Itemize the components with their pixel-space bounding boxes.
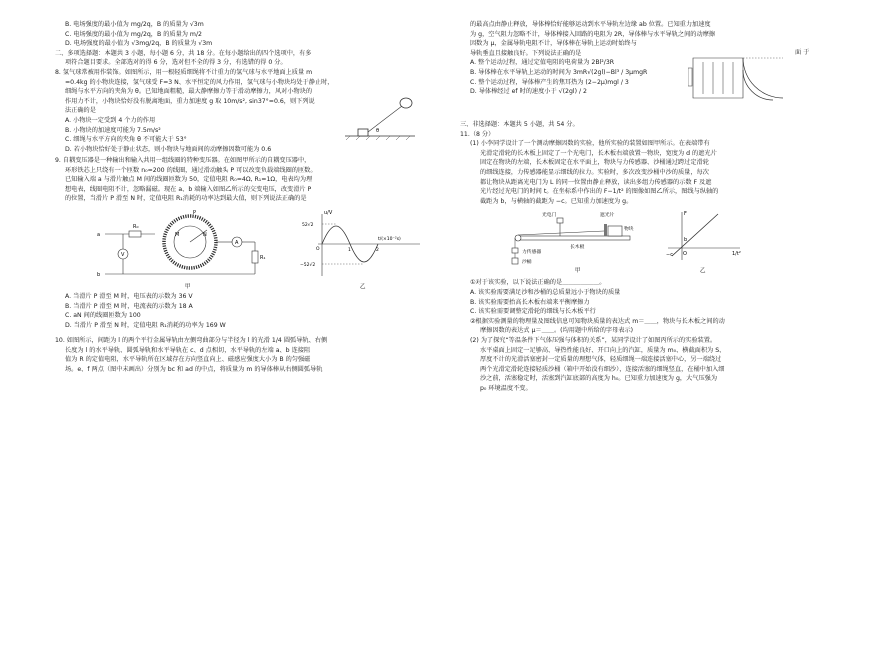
q11-p1-line: 截距为 b，与横轴的截距为 −c。已知重力加速度为 g。 [480,197,633,205]
q9-point-m: M [175,231,180,238]
q9-options [55,292,435,330]
q11-graph-x-axis: 1/t² [732,251,741,258]
q11-board-label: 长木板 [570,245,585,251]
q10-option-d: D. 导体棒经过 ef 时的速度小于 √(2gl) / 2 [470,88,587,96]
section2-header [55,49,435,68]
exam-page [40,20,850,540]
right-column [460,20,835,393]
q9-t-axis-label: t/(×10⁻²s) [378,236,401,242]
q8-theta-label: θ [376,127,380,134]
q11-p2-line: (2) 为了探究“等温条件下气体压强与体积的关系”，某同学设计了如图丙所示的实验装置。 [470,336,717,344]
q8-line: 8. 氢气球常被用作装饰。如图所示，用一根轻质细绳将不计重力的氢气球与水平地面上质量 m [55,68,313,76]
q8-line: 法正确的是 [65,107,96,115]
q9-option-c: C. aN 间的线圈匝数为 100 [65,312,141,320]
q7-option-d: D. 电场强度的最小值为 √3mg/2q，B 的质量为 √3m [65,40,213,48]
q8-block [55,116,435,156]
q9-ammeter-label: A [235,239,239,246]
q10-side-text: 面 于 [795,49,810,56]
q7-option-c: C. 电场强度的最小值为 mg/2q，B 的质量为 m/2 [65,30,202,38]
section2-line: 二、多项选择题：本题共 3 小题，每小题 6 分，共 18 分。在每小题给出的四个选项中，有多 [55,49,312,57]
q11-graph-c-intercept: −c [666,252,673,259]
q9-line: 环形铁芯上只绕有一个匝数 n₀=200 的线圈，通过滑动触头 P 可以改变负载端线圈的匝数。 [65,166,317,174]
q11-graph-b-intercept: b [684,237,688,244]
q9-terminal-b: b [97,271,101,278]
q11-figures [460,206,835,278]
q11-part2 [460,336,835,394]
q9-r0-label: R₀ [133,223,139,230]
section2-line: 项符合题目要求。全部选对的得 6 分，选对但不全的得 3 分，有选错的得 0 分。 [65,59,287,67]
q9-option-b: B. 当滑片 P 滑至 M 时，电流表的示数为 18 A [65,302,193,310]
q9-line: 的位置，当滑片 P 滑至 N 时，定值电阻 R₁消耗的功率达到最大值，则下列说法正确的是 [65,195,307,203]
q11-fig-yi-caption: 乙 [700,268,706,275]
q11-sub1-option-b: B. 该实验需要抬高长木板右端来平衡摩擦力 [470,298,590,306]
q9-fig-yi-caption: 乙 [360,283,366,290]
q8-options [55,116,271,154]
q9-text [55,156,435,204]
q9-origin: O [316,246,320,252]
q11-p1-line: 光片经过光电门的时间 t。在坐标系中作出的 F−1/t² 的图像如图乙所示，图线与纵轴的 [480,188,719,196]
q9-x-tick-1: 1 [348,247,351,253]
q10-rail-figure [688,48,798,118]
q9-voltmeter-label: V [121,251,125,258]
q9-figures [55,204,435,292]
q11-p2-line: 两个光滑定滑轮连接轻质沙桶（箱中开始没有细沙），连接活塞的细绳竖直，在桶中加入细 [480,365,725,373]
q11-p2-line: 厚度不计的光滑活塞密封一定质量的理想气体，轻质细绳一端连接活塞中心，另一端绕过 [480,356,722,364]
q10-line: 10. 如图所示，间距为 l 的两个平行金属导轨由左侧弯曲部分与半径为 l 的光滑 1/4 圆弧导轨、右侧 [55,337,328,345]
q11-p1-line: 都让物块从距离光电门为 L 的同一位置由静止释放，读出多组力传感器的示数 F 及遮 [480,178,712,186]
q11-sub1-option-c: C. 该实验需要调整定滑轮的细线与长木板平行 [470,308,596,316]
q9-voltage-graph [300,206,430,290]
q8-line: 作用力不计，小物块恰好没有脱离地面，重力加速度 g 取 10m/s², sin37°=0.6，则下列说 [65,97,315,105]
q10-option-c: C. 整个运动过程，导体棒产生的焦耳热为 (2−2μ)mgl / 3 [470,78,629,86]
q10-cont-line: 的最高点由静止释放，导体棒恰好能够运动到水平导轨左边缘 ab 位置。已知重力加速度 [470,21,711,28]
q9-u-axis-label: u/V [324,209,333,216]
q11-p1-line: 的细线连接，力传感器能显示细线的拉力。实验时，多次改变沙桶中沙的质量，每次 [480,168,709,176]
q8-option-d: D. 若小物块恰好处于静止状态，则小物块与地面间的动摩擦因数可能为 0.6 [65,145,272,153]
q11-photogate-label: 光电门 [542,213,557,219]
q9-r1-label: R₁ [260,254,266,261]
q10-option-b: B. 导体棒在水平导轨上运动的时间为 3mR√(2gl)−Bl³ / 3μmgR [470,68,648,76]
q11-shutter-label: 遮光片 [600,213,615,219]
q10-cont-line: 因数为 μ，金属导轨电阻不计，导体棒在导轨上运动时始终与 [470,40,637,48]
q11-sand-bucket-label: 沙桶 [522,260,532,266]
q8-option-a: A. 小物块一定受到 4 个力的作用 [65,116,156,124]
q11-fig-jia-caption: 甲 [575,268,581,275]
section3-header: 三、非选择题：本题共 5 小题，共 54 分。 [460,121,579,128]
q10-line: 长度为 l 的水平导轨、圆弧导轨和水平导轨在 c、d 点相切，水平导轨的左端 a、b 连接阻 [65,346,311,354]
q9-point-n: N [203,231,207,238]
q9-line: 想电表，线圈电阻不计，忽略漏磁。现在 a、b 端输入如图乙所示的交变电压，改变滑片 P [65,185,312,193]
q8-line: 细绳与水平方向的夹角为 θ。已知地面粗糙，最大静摩擦力等于滑动摩擦力，风对小物块的 [65,88,313,96]
q9-y-top: 52√2 [302,222,314,228]
q10-cont-text [460,20,715,97]
q11-graph-origin: O [683,251,687,258]
q11-sub1 [460,278,835,336]
q7-options [55,20,435,49]
q10-cont-line: 为 g，空气阻力忽略不计，导体棒接入回路的电阻为 2R，导体棒与水平导轨之间的动摩擦 [470,30,716,38]
q11-sub1-option-a: A. 该实验需要满足沙和沙桶的总质量远小于物块的质量 [470,288,621,296]
q10-line: 场。e、f 两点（图中未画出）分别为 bc 和 ad 的中点，将质量为 m 的导体棒从右侧圆弧导轨 [65,366,323,374]
q9-option-a: A. 当滑片 P 滑至 M 时，电压表的示数为 36 V [65,292,193,300]
q9-slider-p: P [193,209,197,216]
q9-transformer-figure [95,206,270,290]
q11-p2-line: 水平桌面上固定一足够高、导热性能良好、开口向上的汽缸，质量为 m₀、横截面积为 S、 [480,346,726,354]
q10-text [55,336,435,374]
q9-fig-jia-caption: 甲 [185,283,191,290]
left-column [55,20,435,375]
q11-sub1-stem: ①对于该实验，以下说法正确的是＿＿＿＿＿＿。 [470,279,606,287]
q11-title: 11.（8 分） [460,130,495,138]
q11-part1 [460,139,835,206]
q11-sub2-line: ②根据实验测量的物理量及图线信息可知物块质量的表达式 m＝＿＿，物块与长木板之间的动 [470,317,725,325]
q9-line: 已知输入端 a 与滑片触点 M 间的线圈匝数为 50，定值电阻 R₀=4Ω, R₁=1Ω，电表均为理 [65,176,313,184]
q9-terminal-a: a [97,231,101,238]
q7-option-b: B. 电场强度的最小值为 mg/2q，B 的质量为 √3m [65,21,204,28]
q11-apparatus-figure [500,208,640,276]
q9-y-bottom: −52√2 [300,262,316,268]
q11-p1-line: 固定在物块的左端，长木板固定在水平面上，物块与力传感器、沙桶通过跨过定滑轮 [480,159,709,167]
q10-cont-line: 导轨垂直且接触良好。下列说法正确的是 [470,49,582,57]
q11-p2-line: 沙之前，活塞稳定时，活塞到汽缸底部的高度为 h₀。已知重力加速度为 g，大气压强为 [480,375,718,383]
q9-line: 9. 自耦变压器是一种输出和输入共用一组线圈的特种变压器。在如图甲所示的自耦变压器中， [55,156,311,164]
q11-p1-line: 光滑定滑轮的长木板上固定了一个光电门，长木板右端放置一物块，宽度为 d 的遮光片 [480,149,717,157]
q11-graph-f-axis: F [684,211,687,218]
q11-block-label: 物块 [624,227,634,233]
q10-continued [460,20,835,120]
q8-option-b: B. 小物块的加速度可能为 7.5m/s² [65,126,161,134]
q9-x-tick-2: 2 [376,247,379,253]
q11-p1-line: (1) 小李同学设计了一个测动摩擦因数的实验，他所实验的装置如图甲所示。在表端带有 [470,140,710,148]
q10-line: 值为 R 的定值电阻，水平导轨所在区域存在方向竖直向上、磁感应强度大小为 B 的匀强磁 [65,356,311,364]
q8-balloon-figure [340,94,420,144]
q11-graph-figure [660,208,750,276]
q8-line: =0.4kg 的小物块连接，氢气球受 F=3 N、水平恒定的风力作用，氢气球与小物块均处于静止时， [65,78,334,86]
q11-force-sensor-label: 力传感器 [522,250,542,256]
q8-option-c: C. 细绳与水平方向的夹角 θ 不可能大于 53° [65,136,187,144]
q11-sub2-line: 摩擦因数的表达式 μ＝＿＿。(均用题中所给的字母表示) [480,327,634,335]
q9-option-d: D. 当滑片 P 滑至 N 时，定值电阻 R₁消耗的功率为 169 W [65,321,226,329]
q11-p2-line: p₀ 环境温度不变。 [480,384,532,392]
q10-option-a: A. 整个运动过程，通过定值电阻的电荷量为 2Bl²/3R [470,59,615,67]
